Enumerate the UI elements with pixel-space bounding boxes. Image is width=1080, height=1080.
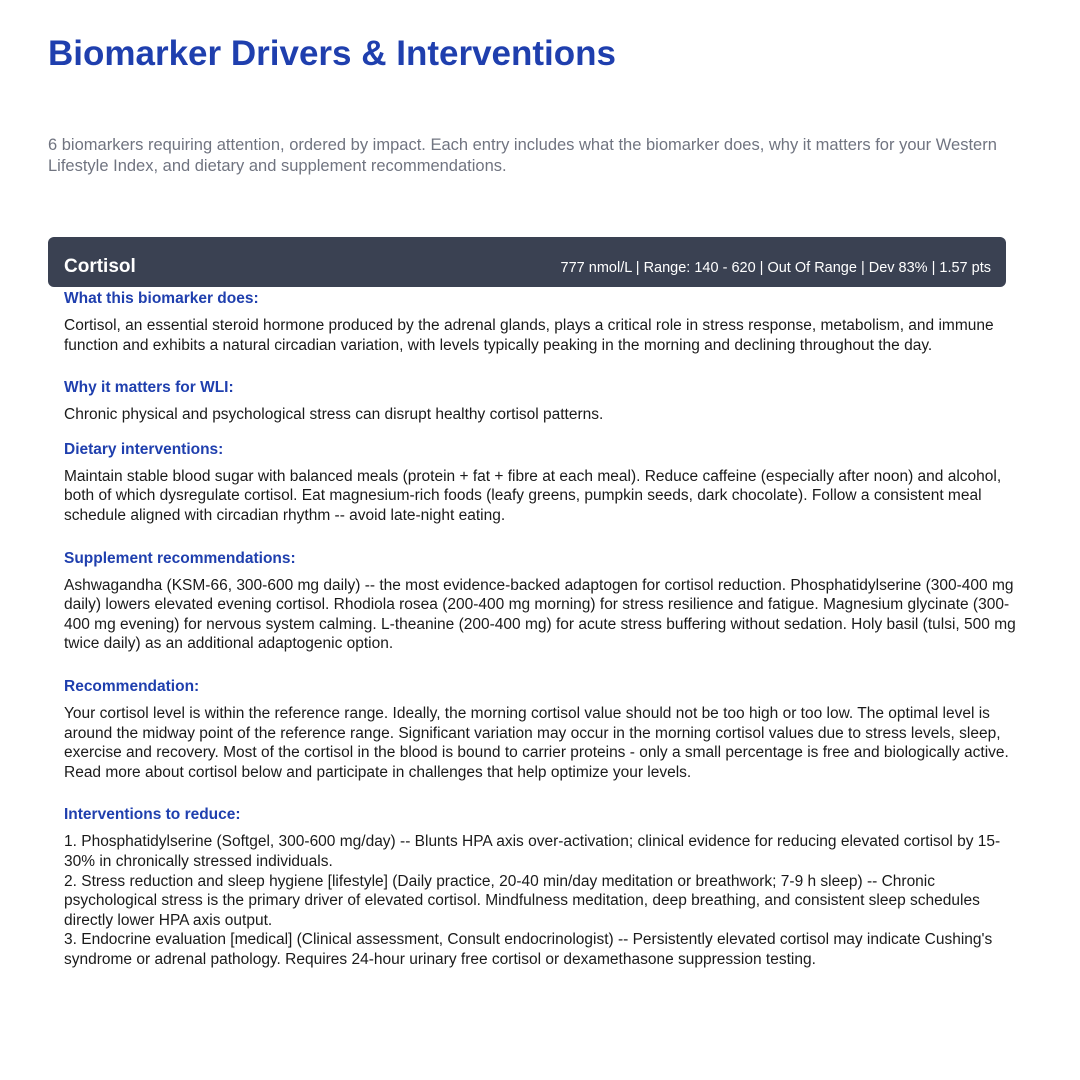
section-why (64, 378, 1024, 425)
section-recommendation-text: Your cortisol level is within the reference range. Ideally, the morning cortisol value should not be too high or too low. The optimal level is around the midway point of the reference range. Significant variation may occur in the morning cortisol values due to stress levels, sleep, exercise and recovery. Most of the cortisol in the blood is bound to carrier proteins - only a small percentage is free and biologically active. Read more about cortisol below and participate in challenges that help optimize your levels. (64, 704, 1009, 781)
section-why-text: Chronic physical and psychological stress can disrupt healthy cortisol patterns. (64, 406, 604, 424)
biomarker-details (64, 289, 1024, 969)
intervention-item: 1. Phosphatidylserine (Softgel, 300-600 mg/day) -- Blunts HPA axis over-activation; clinical evidence for reducing elevated cortisol by 15-30% in chronically stressed individuals. (64, 833, 1001, 870)
section-supplements-text: Ashwagandha (KSM-66, 300-600 mg daily) -- the most evidence-backed adaptogen for cortisol reduction. Phosphatidylserine (300-400 mg daily) lowers elevated evening cortisol. Rhodiola rosea (200-400 mg morning) for stress resilience and fatigue. Magnesium glycinate (300-400 mg evening) for nervous system calming. L-theanine (200-400 mg) for acute stress buffering without sedation. Holy basil (tulsi, 500 mg twice daily) as an additional adaptogenic option. (64, 576, 1016, 653)
biomarker-stats: 777 nmol/L | Range: 140 - 620 | Out Of Range | Dev 83% | 1.57 pts (560, 260, 991, 276)
intervention-item: 2. Stress reduction and sleep hygiene [lifestyle] (Daily practice, 20-40 min/day meditation or breathwork; 7-9 h sleep) -- Chronic psychological stress is the primary driver of elevated cortisol. Mindfulness meditation, deep breathing, and consistent sleep schedules directly lower HPA axis output. (64, 872, 980, 929)
section-what (64, 289, 1024, 355)
section-why-label: Why it matters for WLI: (64, 379, 234, 397)
page-intro: 6 biomarkers requiring attention, ordered by impact. Each entry includes what the biomarker does, why it matters for your Western Lifestyle Index, and dietary and supplement recommendations. (48, 136, 997, 175)
biomarker-name: Cortisol (64, 256, 136, 277)
biomarker-header-bar (48, 237, 1006, 287)
section-diet-label: Dietary interventions: (64, 440, 224, 458)
section-recommendation-label: Recommendation: (64, 677, 200, 695)
section-interventions (64, 805, 1024, 969)
section-what-text: Cortisol, an essential steroid hormone produced by the adrenal glands, plays a critical role in stress response, metabolism, and immune function and exhibits a natural circadian variation, with levels typically peaking in the morning and declining throughout the day. (64, 317, 994, 354)
page-title: Biomarker Drivers & Interventions (48, 34, 616, 73)
section-diet (64, 440, 1024, 526)
section-supplements-label: Supplement recommendations: (64, 549, 296, 567)
section-what-label: What this biomarker does: (64, 290, 259, 307)
intervention-item: 3. Endocrine evaluation [medical] (Clinical assessment, Consult endocrinologist) -- Persistently elevated cortisol may indicate Cushing's syndrome or adrenal pathology. Requires 24-hour urinary free cortisol or dexamethasone suppression testing. (64, 931, 993, 968)
interventions-list (64, 832, 1024, 969)
section-recommendation (64, 677, 1024, 782)
section-supplements (64, 549, 1024, 654)
section-diet-text: Maintain stable blood sugar with balanced meals (protein + fat + fibre at each meal). Reduce caffeine (especially after noon) and alcohol, both of which dysregulate cortisol. Eat magnesium-rich foods (leafy greens, pumpkin seeds, dark chocolate). Follow a consistent meal schedule aligned with circadian rhythm -- avoid late-night eating. (64, 467, 1002, 524)
section-interventions-label: Interventions to reduce: (64, 806, 241, 824)
